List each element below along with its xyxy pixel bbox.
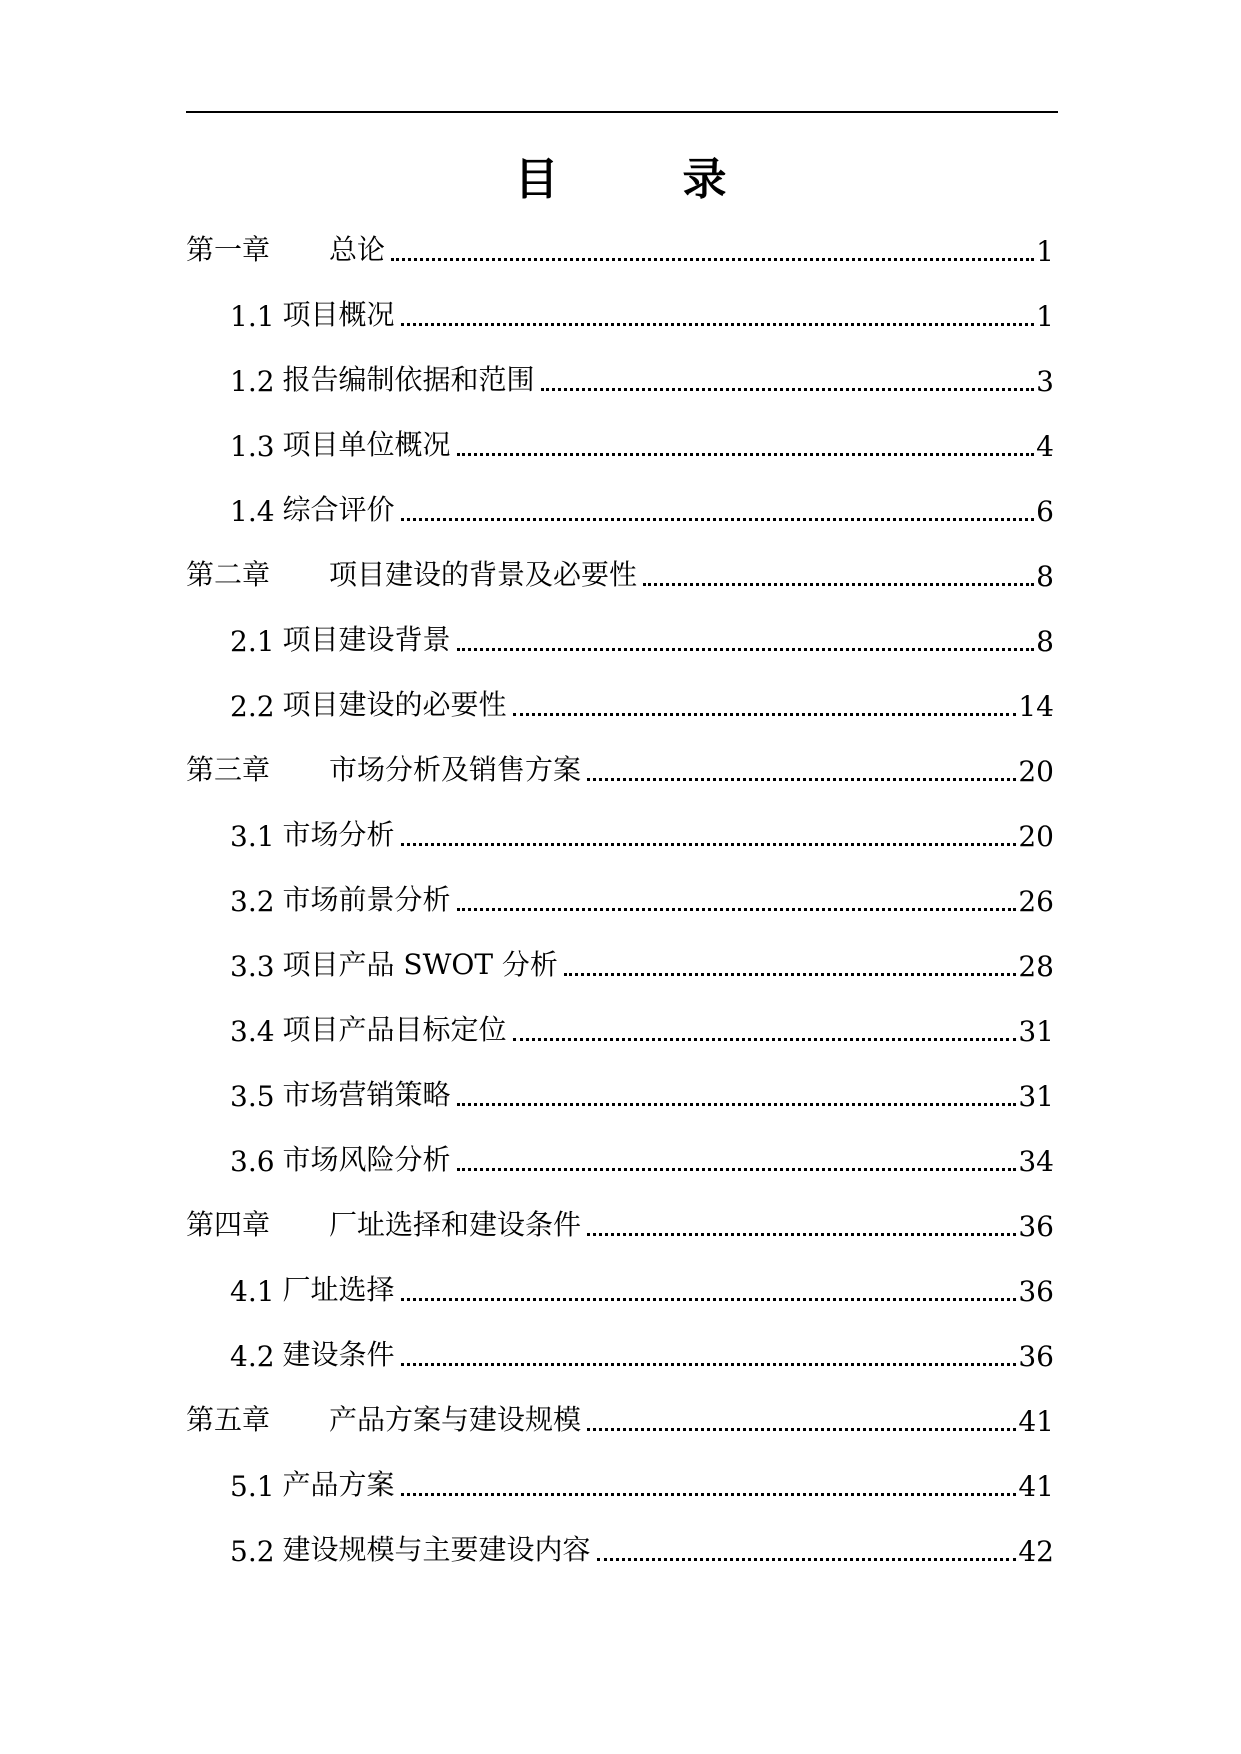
- dot-leader: [457, 648, 1035, 651]
- toc-entry-number: 4.2: [230, 1340, 275, 1373]
- toc-entry-title: 项目概况: [282, 298, 395, 331]
- toc-entry-number: 3.6: [230, 1145, 275, 1178]
- toc-entry-title: 项目单位概况: [282, 428, 451, 461]
- toc-entry-number: 第二章: [186, 558, 271, 591]
- toc-entry-page-number: 41: [1018, 1470, 1054, 1503]
- toc-entry-page-number: 1: [1036, 300, 1054, 333]
- toc-section-entry[interactable]: [230, 1333, 1054, 1373]
- dot-leader: [401, 1493, 1017, 1496]
- toc-entry-title: 建设条件: [282, 1338, 395, 1371]
- toc-section-entry[interactable]: [230, 293, 1054, 333]
- toc-entry-page-number: 31: [1018, 1080, 1054, 1113]
- dot-leader: [401, 323, 1035, 326]
- toc-entry-page-number: 36: [1018, 1210, 1054, 1243]
- toc-entry-number: 1.4: [230, 495, 275, 528]
- dot-leader: [597, 1558, 1017, 1561]
- toc-section-entry[interactable]: [230, 1268, 1054, 1308]
- toc-entry-page-number: 1: [1036, 235, 1054, 268]
- toc-section-entry[interactable]: [230, 1528, 1054, 1568]
- dot-leader: [587, 1233, 1016, 1236]
- toc-entry-page-number: 41: [1018, 1405, 1054, 1438]
- toc-entry-title: 项目产品 SWOT 分析: [282, 948, 558, 981]
- toc-entry-page-number: 14: [1018, 690, 1054, 723]
- dot-leader: [401, 1298, 1017, 1301]
- toc-entry-page-number: 34: [1018, 1145, 1054, 1178]
- dot-leader: [391, 258, 1034, 261]
- toc-section-entry[interactable]: [230, 1138, 1054, 1178]
- toc-entry-title: 项目建设背景: [282, 623, 451, 656]
- toc-entry-page-number: 20: [1018, 755, 1054, 788]
- toc-entry-page-number: 4: [1036, 430, 1054, 463]
- dot-leader: [513, 713, 1017, 716]
- toc-entry-page-number: 42: [1018, 1535, 1054, 1568]
- toc-section-entry[interactable]: [230, 813, 1054, 853]
- toc-entry-title: 项目产品目标定位: [282, 1013, 507, 1046]
- dot-leader: [401, 518, 1035, 521]
- toc-section-entry[interactable]: [230, 488, 1054, 528]
- toc-entry-number: 1.3: [230, 430, 275, 463]
- toc-chapter-entry[interactable]: [186, 1203, 1054, 1243]
- toc-entry-page-number: 6: [1036, 495, 1054, 528]
- toc-entry-title: 市场风险分析: [282, 1143, 451, 1176]
- toc-chapter-entry[interactable]: [186, 748, 1054, 788]
- toc-entry-page-number: 26: [1018, 885, 1054, 918]
- dot-leader: [457, 453, 1035, 456]
- toc-entry-title: 总论: [329, 233, 386, 266]
- toc-entry-number: 第四章: [186, 1208, 271, 1241]
- toc-chapter-entry[interactable]: [186, 1398, 1054, 1438]
- toc-entry-number: 第一章: [186, 233, 271, 266]
- dot-leader: [564, 973, 1016, 976]
- toc-entry-title: 项目建设的背景及必要性: [329, 558, 638, 591]
- toc-entry-number: 3.2: [230, 885, 275, 918]
- toc-entry-title: 市场分析: [282, 818, 395, 851]
- dot-leader: [457, 908, 1017, 911]
- toc-entry-number: 第三章: [186, 753, 271, 786]
- toc-entry-title: 市场营销策略: [282, 1078, 451, 1111]
- toc-entry-title: 市场分析及销售方案: [329, 753, 582, 786]
- toc-entry-page-number: 28: [1018, 950, 1054, 983]
- toc-entry-number: 1.2: [230, 365, 275, 398]
- toc-entry-page-number: 20: [1018, 820, 1054, 853]
- toc-entry-title: 产品方案与建设规模: [329, 1403, 582, 1436]
- toc-entry-page-number: 3: [1036, 365, 1054, 398]
- toc-entry-page-number: 36: [1018, 1275, 1054, 1308]
- dot-leader: [541, 388, 1035, 391]
- dot-leader: [401, 843, 1017, 846]
- toc-entry-title: 厂址选择和建设条件: [329, 1208, 582, 1241]
- dot-leader: [401, 1363, 1017, 1366]
- dot-leader: [587, 1428, 1016, 1431]
- toc-section-entry[interactable]: [230, 358, 1054, 398]
- toc-entry-number: 3.4: [230, 1015, 275, 1048]
- toc-entry-number: 2.1: [230, 625, 275, 658]
- toc-entry-number: 1.1: [230, 300, 275, 333]
- toc-entry-title: 项目建设的必要性: [282, 688, 507, 721]
- toc-entry-number: 3.3: [230, 950, 275, 983]
- toc-chapter-entry[interactable]: [186, 553, 1054, 593]
- toc-section-entry[interactable]: [230, 683, 1054, 723]
- toc-title: 目 录: [514, 154, 767, 205]
- toc-entry-number: 5.1: [230, 1470, 275, 1503]
- toc-section-entry[interactable]: [230, 1073, 1054, 1113]
- header-rule: [186, 111, 1058, 113]
- dot-leader: [587, 778, 1016, 781]
- dot-leader: [513, 1038, 1017, 1041]
- toc-entry-page-number: 36: [1018, 1340, 1054, 1373]
- toc-entry-title: 综合评价: [282, 493, 395, 526]
- toc-section-entry[interactable]: [230, 1463, 1054, 1503]
- dot-leader: [457, 1168, 1017, 1171]
- toc-section-entry[interactable]: [230, 618, 1054, 658]
- toc-entry-title: 建设规模与主要建设内容: [282, 1533, 591, 1566]
- toc-entry-page-number: 8: [1036, 560, 1054, 593]
- toc-entry-title: 厂址选择: [282, 1273, 395, 1306]
- toc-entry-number: 5.2: [230, 1535, 275, 1568]
- toc-entry-title: 产品方案: [282, 1468, 395, 1501]
- toc-section-entry[interactable]: [230, 1008, 1054, 1048]
- dot-leader: [643, 583, 1034, 586]
- toc-section-entry[interactable]: [230, 423, 1054, 463]
- dot-leader: [457, 1103, 1017, 1106]
- toc-entry-number: 2.2: [230, 690, 275, 723]
- toc-section-entry[interactable]: [230, 878, 1054, 918]
- toc-section-entry[interactable]: [230, 943, 1054, 983]
- toc-entry-title: 报告编制依据和范围: [282, 363, 535, 396]
- toc-entry-page-number: 8: [1036, 625, 1054, 658]
- toc-entry-title: 市场前景分析: [282, 883, 451, 916]
- toc-entry-number: 3.1: [230, 820, 275, 853]
- toc-entry-page-number: 31: [1018, 1015, 1054, 1048]
- toc-entry-number: 第五章: [186, 1403, 271, 1436]
- toc-entry-number: 4.1: [230, 1275, 275, 1308]
- toc-chapter-entry[interactable]: [186, 228, 1054, 268]
- toc-entry-number: 3.5: [230, 1080, 275, 1113]
